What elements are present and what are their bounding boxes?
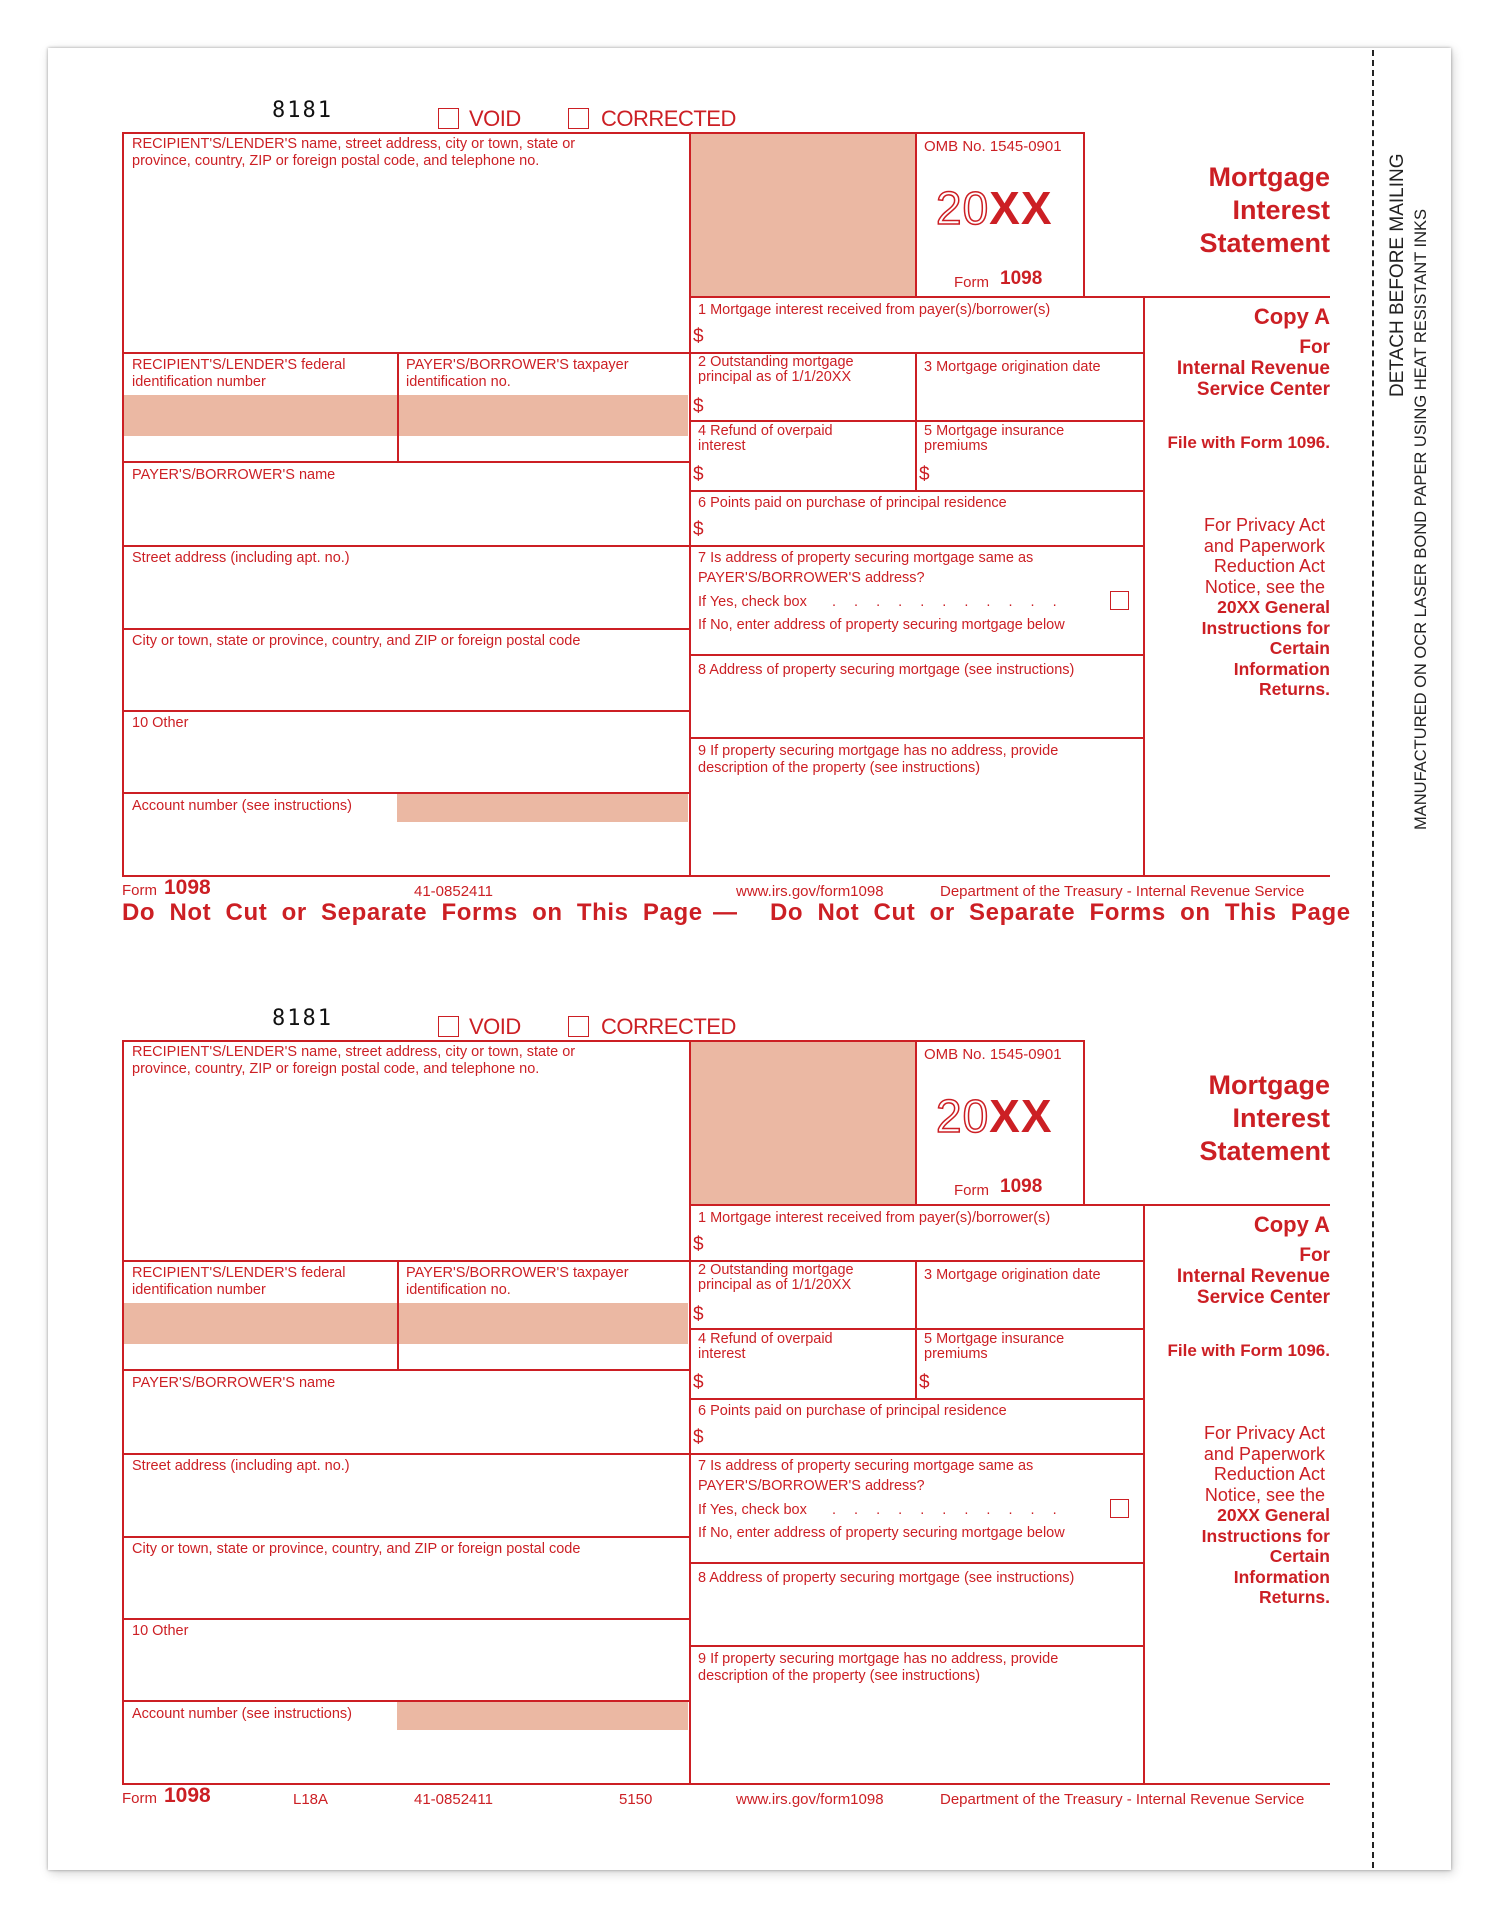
rule <box>915 1260 917 1398</box>
payer-tin-input[interactable] <box>399 1303 688 1344</box>
box5-dollar: $ <box>919 1372 930 1393</box>
year-prefix: 20 <box>936 1090 990 1142</box>
detach-notice: DETACH BEFORE MAILING <box>1387 153 1408 397</box>
box7-yes-label: If Yes, check box <box>698 1502 807 1518</box>
footer-department: Department of the Treasury - Internal Revenue Service <box>940 883 1305 900</box>
footer-website: www.irs.gov/form1098 <box>736 1791 884 1808</box>
rule <box>915 352 917 490</box>
city-label: City or town, state or province, country, and ZIP or foreign postal code <box>132 633 581 649</box>
box7-line1: 7 Is address of property securing mortgage same as <box>698 550 1034 566</box>
rule <box>689 1562 1143 1564</box>
box6-label: 6 Points paid on purchase of principal residence <box>698 495 1007 511</box>
rule <box>1083 1040 1085 1204</box>
year-suffix: XX <box>989 182 1053 234</box>
rule <box>1143 1204 1145 1784</box>
street-label: Street address (including apt. no.) <box>132 1458 350 1474</box>
box1-dollar: $ <box>693 1234 704 1255</box>
rule <box>689 1645 1143 1647</box>
rule <box>122 461 689 463</box>
box10-label: 10 Other <box>132 1623 189 1639</box>
rule <box>1083 132 1085 296</box>
form-number: 1098 <box>1000 268 1043 289</box>
box1-label: 1 Mortgage interest received from payer(s)/borrower(s) <box>698 302 1051 318</box>
rule <box>689 296 1330 298</box>
do-not-cut-right: Do Not Cut or Separate Forms on This Page <box>770 899 1351 926</box>
form-number: 1098 <box>1000 1176 1043 1197</box>
box2-label: 2 Outstanding mortgage principal as of 1/1/20XX <box>698 354 854 385</box>
box7-line2: PAYER'S/BORROWER'S address? <box>698 1478 925 1494</box>
omb-number: OMB No. 1545-0901 <box>924 138 1062 155</box>
box7-line2: PAYER'S/BORROWER'S address? <box>698 570 925 586</box>
recipient-tin-label: RECIPIENT'S/LENDER'S federal identification number <box>132 357 346 390</box>
rule <box>122 710 689 712</box>
account-number-input[interactable] <box>397 1702 688 1730</box>
shaded-area <box>690 1041 915 1204</box>
rule <box>689 737 1143 739</box>
rule <box>122 1260 1143 1262</box>
box7-leader-dots: . . . . . . . . . . . <box>832 1502 1064 1518</box>
box7-checkbox[interactable] <box>1110 1499 1129 1518</box>
payer-name-label: PAYER'S/BORROWER'S name <box>132 467 336 483</box>
rule <box>122 1040 124 1784</box>
box8-label: 8 Address of property securing mortgage (see instructions) <box>698 662 1075 678</box>
box6-label: 6 Points paid on purchase of principal residence <box>698 1403 1007 1419</box>
box7-checkbox[interactable] <box>1110 591 1129 610</box>
copy-a-label: Copy A <box>1253 304 1330 329</box>
recipient-label: RECIPIENT'S/LENDER'S name, street address, city or town, state or province, country, ZIP or foreign postal code, and telephone no. <box>132 136 576 169</box>
rule <box>689 490 1143 492</box>
privacy-instructions: 20XX General Instructions for Certain Information Returns. <box>1201 1505 1330 1607</box>
do-not-cut-dash: — <box>713 899 738 926</box>
box7-yes-label: If Yes, check box <box>698 594 807 610</box>
file-with-label: File with Form 1096. <box>1167 433 1330 452</box>
box4-label: 4 Refund of overpaid interest <box>698 1331 833 1362</box>
form-title: Mortgage Interest Statement <box>1199 1070 1330 1166</box>
rule <box>122 132 689 134</box>
rule <box>122 1369 689 1371</box>
box2-label: 2 Outstanding mortgage principal as of 1/1/20XX <box>698 1262 854 1293</box>
box6-dollar: $ <box>693 519 704 540</box>
box1-label: 1 Mortgage interest received from payer(s)/borrower(s) <box>698 1210 1051 1226</box>
payer-name-label: PAYER'S/BORROWER'S name <box>132 1375 336 1391</box>
footer-5150: 5150 <box>619 1791 653 1808</box>
rule <box>915 1040 917 1204</box>
rule <box>122 352 1143 354</box>
privacy-notice: For Privacy Act and Paperwork Reduction Act Notice, see the <box>1203 515 1325 597</box>
box2-dollar: $ <box>693 1304 704 1325</box>
footer-website: www.irs.gov/form1098 <box>736 883 884 900</box>
recipient-tin-input[interactable] <box>124 1303 397 1344</box>
year-prefix: 20 <box>936 182 990 234</box>
box9-label: 9 If property securing mortgage has no address, provide description of the property (see instructions) <box>698 1651 1059 1684</box>
footer-form-number: 1098 <box>164 1784 211 1807</box>
payer-tin-input[interactable] <box>399 395 688 436</box>
box3-label: 3 Mortgage origination date <box>924 1267 1101 1283</box>
recipient-label: RECIPIENT'S/LENDER'S name, street address, city or town, state or province, country, ZIP or foreign postal code, and telephone no. <box>132 1044 576 1077</box>
box8-label: 8 Address of property securing mortgage (see instructions) <box>698 1570 1075 1586</box>
copy-for-label: For Internal Revenue Service Center <box>1176 337 1330 400</box>
box6-dollar: $ <box>693 1427 704 1448</box>
footer-form-word: Form <box>122 1790 157 1807</box>
account-label: Account number (see instructions) <box>132 1706 353 1722</box>
box10-label: 10 Other <box>132 715 189 731</box>
rule <box>122 628 689 630</box>
box3-label: 3 Mortgage origination date <box>924 359 1101 375</box>
tax-year <box>936 181 1053 235</box>
rule <box>122 875 1330 877</box>
street-label: Street address (including apt. no.) <box>132 550 350 566</box>
box4-dollar: $ <box>693 1372 704 1393</box>
file-with-label: File with Form 1096. <box>1167 1341 1330 1360</box>
form-1098-copy-a <box>0 0 1500 926</box>
form-word: Form <box>954 1182 989 1199</box>
box2-dollar: $ <box>693 396 704 417</box>
rule <box>689 1204 1330 1206</box>
box4-dollar: $ <box>693 464 704 485</box>
rule <box>122 1040 689 1042</box>
rule <box>122 792 689 794</box>
corrected-label: CORRECTED <box>601 106 736 131</box>
rule <box>689 1040 1083 1042</box>
form-title: Mortgage Interest Statement <box>1199 162 1330 258</box>
rule <box>689 1398 1143 1400</box>
rule <box>915 132 917 296</box>
void-checkbox[interactable] <box>438 108 459 129</box>
box7-leader-dots: . . . . . . . . . . . <box>832 594 1064 610</box>
rule <box>122 132 124 876</box>
recipient-tin-input[interactable] <box>124 395 397 436</box>
rule <box>689 654 1143 656</box>
box4-label: 4 Refund of overpaid interest <box>698 423 833 454</box>
corrected-checkbox[interactable] <box>568 1016 589 1037</box>
rule <box>122 1618 689 1620</box>
rule <box>397 1260 399 1369</box>
omb-number: OMB No. 1545-0901 <box>924 1046 1062 1063</box>
copy-a-label: Copy A <box>1253 1212 1330 1237</box>
form-code: 8181 <box>272 1006 333 1031</box>
rule <box>689 1040 691 1784</box>
box9-label: 9 If property securing mortgage has no address, provide description of the property (see instructions) <box>698 743 1059 776</box>
box7-no-label: If No, enter address of property securing mortgage below <box>698 617 1065 633</box>
form-code: 8181 <box>272 98 333 123</box>
box5-dollar: $ <box>919 464 930 485</box>
box5-label: 5 Mortgage insurance premiums <box>924 1331 1065 1362</box>
footer-catalog-number: 41-0852411 <box>414 1791 493 1808</box>
form-word: Form <box>954 274 989 291</box>
copy-for-label: For Internal Revenue Service Center <box>1176 1245 1330 1308</box>
rule <box>122 1700 689 1702</box>
account-number-input[interactable] <box>397 794 688 822</box>
footer-catalog-number: 41-0852411 <box>414 883 493 900</box>
footer-l18a: L18A <box>293 1791 329 1808</box>
payer-tin-label: PAYER'S/BORROWER'S taxpayer identification no. <box>406 357 629 390</box>
rule <box>122 1453 1143 1455</box>
footer-department: Department of the Treasury - Internal Revenue Service <box>940 1791 1305 1808</box>
box7-line1: 7 Is address of property securing mortgage same as <box>698 1458 1034 1474</box>
privacy-instructions: 20XX General Instructions for Certain Information Returns. <box>1201 597 1330 699</box>
rule <box>122 1783 1330 1785</box>
rule <box>397 352 399 461</box>
rule <box>689 132 691 876</box>
void-label: VOID <box>469 106 521 131</box>
city-label: City or town, state or province, country, and ZIP or foreign postal code <box>132 1541 581 1557</box>
form-1098-copy-a <box>0 908 1500 1808</box>
payer-tin-label: PAYER'S/BORROWER'S taxpayer identification no. <box>406 1265 629 1298</box>
footer-form-number: 1098 <box>164 876 211 899</box>
year-suffix: XX <box>989 1090 1053 1142</box>
recipient-tin-label: RECIPIENT'S/LENDER'S federal identification number <box>132 1265 346 1298</box>
privacy-notice: For Privacy Act and Paperwork Reduction Act Notice, see the <box>1203 1423 1325 1505</box>
corrected-label: CORRECTED <box>601 1014 736 1039</box>
rule <box>1143 296 1145 876</box>
do-not-cut-left: Do Not Cut or Separate Forms on This Page <box>122 899 703 926</box>
shaded-area <box>690 133 915 296</box>
void-checkbox[interactable] <box>438 1016 459 1037</box>
rule <box>122 1536 689 1538</box>
rule <box>689 132 1083 134</box>
rule <box>122 545 1143 547</box>
box5-label: 5 Mortgage insurance premiums <box>924 423 1065 454</box>
box1-dollar: $ <box>693 326 704 347</box>
account-label: Account number (see instructions) <box>132 798 353 814</box>
corrected-checkbox[interactable] <box>568 108 589 129</box>
tax-year <box>936 1089 1053 1143</box>
void-label: VOID <box>469 1014 521 1039</box>
manufactured-notice: MANUFACTURED ON OCR LASER BOND PAPER USING HEAT RESISTANT INKS <box>1412 209 1430 830</box>
box7-no-label: If No, enter address of property securing mortgage below <box>698 1525 1065 1541</box>
footer-form-word: Form <box>122 882 157 899</box>
